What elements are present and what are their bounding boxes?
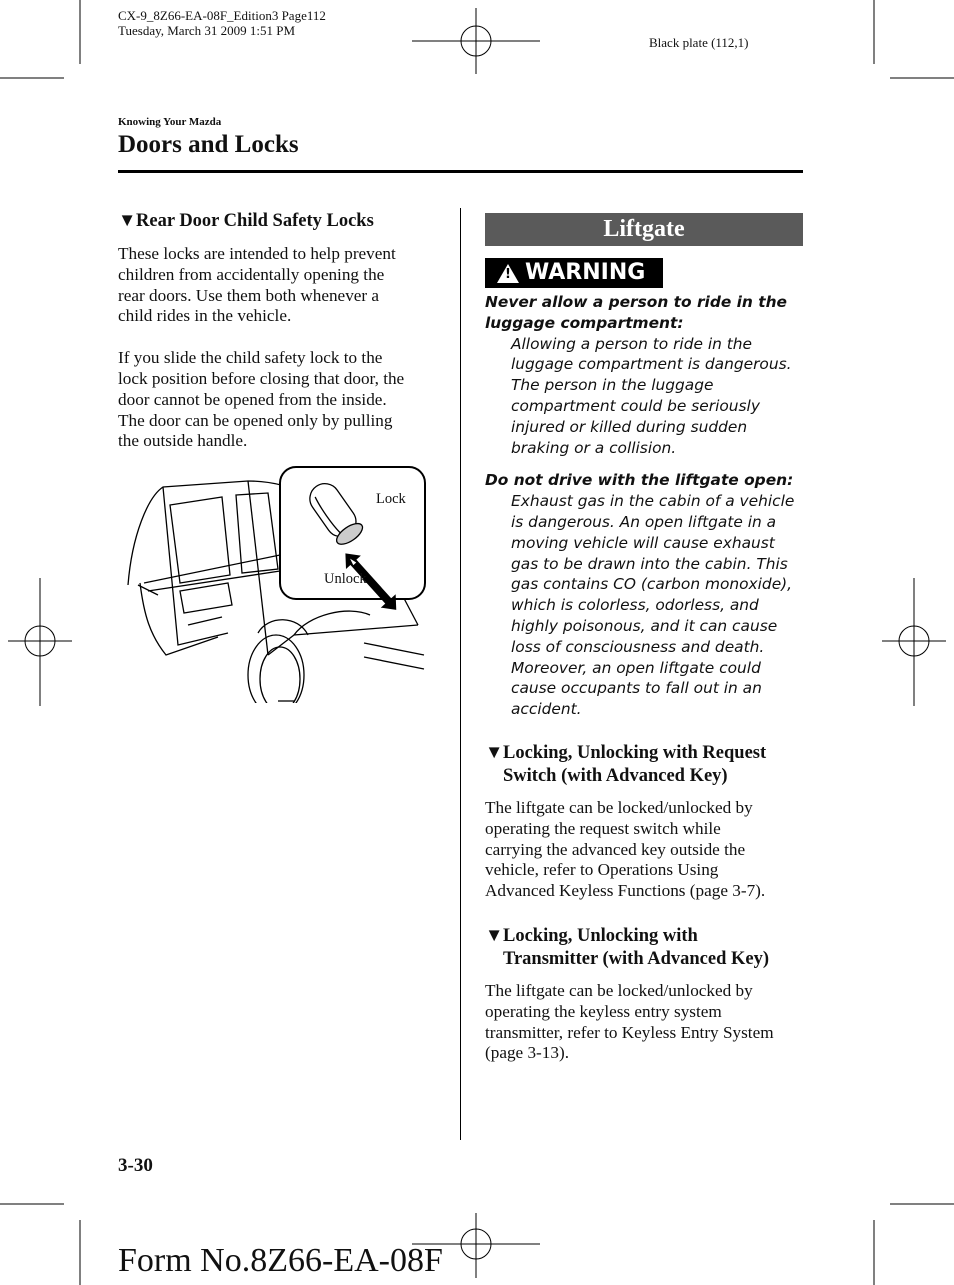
warning-1-title: Never allow a person to ride in the luggage compartment: xyxy=(485,293,787,332)
warning-2-body: Exhaust gas in the cabin of a vehicle is dangerous. An open liftgate in a moving vehicle will cause exhaust gas to be drawn into the cabin. This gas contains CO (carbon monoxide), which is colorless, odorless, and highly poisonous, and it can cause loss of consciousness and death. Moreover, an open liftgate could cause occupants to fall out in an accident. xyxy=(511,492,795,719)
warning-text xyxy=(485,292,815,720)
lock-label: Lock xyxy=(376,491,406,507)
warning-1-body: Allowing a person to ride in the luggage compartment is dangerous. The person in the luggage compartment could be seriously injured or killed during sudden braking or a collision. xyxy=(511,334,792,457)
plate-label: Black plate (112,1) xyxy=(649,35,749,50)
child-locks-paragraph-1: These locks are intended to help prevent children from accidentally opening the rear doors. Use them both whenever a child rides in the vehicle. xyxy=(118,244,396,326)
column-divider xyxy=(460,208,461,1140)
section-heading-child-locks: ▼Rear Door Child Safety Locks xyxy=(118,211,374,231)
chapter-label: Knowing Your Mazda xyxy=(118,116,222,128)
down-triangle-icon: ▼ xyxy=(485,743,504,763)
unlock-label: Unlock xyxy=(324,571,367,587)
request-switch-paragraph: The liftgate can be locked/unlocked by operating the request switch while carrying the advanced key outside the vehicle, refer to Operations Using Advanced Keyless Functions (page 3-7). xyxy=(485,798,766,901)
transmitter-paragraph: The liftgate can be locked/unlocked by operating the keyless entry system transmitter, refer to Keyless Entry System (page 3-13). xyxy=(485,981,774,1063)
warning-2-title: Do not drive with the liftgate open: xyxy=(485,471,794,490)
down-triangle-icon: ▼ xyxy=(485,926,504,946)
section-heading-request-switch: ▼Locking, Unlocking with Request Switch (with Advanced Key) xyxy=(485,743,767,786)
transmitter-section xyxy=(485,925,815,1064)
child-locks-paragraph-2: If you slide the child safety lock to the lock position before closing that door, the door cannot be opened from the inside. The door can be opened only by pulling the outside handle. xyxy=(118,348,405,451)
down-triangle-icon: ▼ xyxy=(118,211,137,231)
header-rule xyxy=(118,170,803,173)
page-number: 3-30 xyxy=(118,1155,153,1176)
warning-triangle-icon: ! xyxy=(497,264,519,283)
slug-line-2: Tuesday, March 31 2009 1:51 PM xyxy=(118,23,296,38)
warning-label: ! WARNING xyxy=(485,258,663,288)
slug-line-1: CX-9_8Z66-EA-08F_Edition3 Page112 xyxy=(118,8,326,23)
section-heading-transmitter: ▼Locking, Unlocking with Transmitter (with Advanced Key) xyxy=(485,926,770,969)
print-slug xyxy=(118,8,326,38)
left-column xyxy=(118,210,438,452)
request-switch-section xyxy=(485,742,815,902)
page-title: Doors and Locks xyxy=(118,131,299,158)
liftgate-banner: Liftgate xyxy=(485,213,803,246)
form-number: Form No.8Z66-EA-08F xyxy=(118,1242,443,1279)
